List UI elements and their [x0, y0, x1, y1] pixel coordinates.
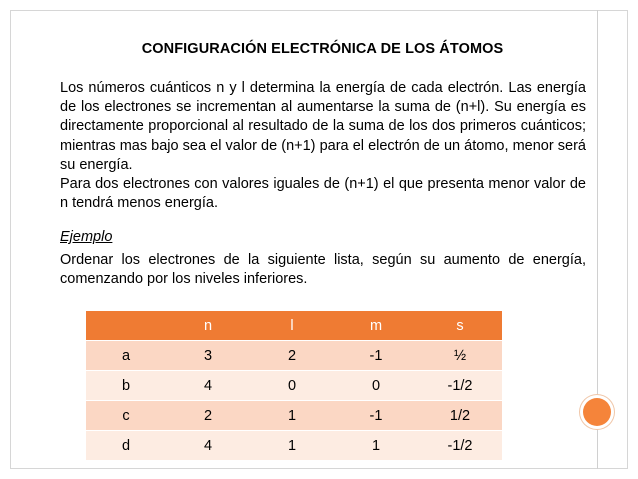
table-row — [86, 371, 502, 401]
table-cell: -1/2 — [418, 431, 502, 461]
table-cell: b — [86, 371, 166, 401]
table-cell: -1/2 — [418, 371, 502, 401]
table-cell: ½ — [418, 341, 502, 371]
table-cell: -1 — [334, 401, 418, 431]
table-cell: 2 — [166, 401, 250, 431]
quantum-numbers-table — [86, 311, 502, 461]
paragraph-line-2: Para dos electrones con valores iguales de (n+1) el que presenta menor valor de n tendrá menos energía. — [60, 176, 586, 212]
paragraph-line-1: Los números cuánticos n y l determina la energía de cada electrón. Las energía de los electrones se incrementan al aumentarse la suma de (n+l). Su energía es directamente proporcional al resultado de la suma de los dos primeros cuánticos; mientras mas bajo sea el valor de (n+1) para el electrón de un átomo, menor será su energía. — [60, 80, 586, 173]
table-cell: 2 — [250, 341, 334, 371]
header-cell — [86, 311, 166, 341]
header-cell: m — [334, 311, 418, 341]
table-cell: 0 — [250, 371, 334, 401]
table-row — [86, 431, 502, 461]
instruction-text: Ordenar los electrones de la siguiente lista, según su aumento de energía, comenzando por los niveles inferiores. — [60, 252, 586, 288]
table-cell: 1 — [250, 401, 334, 431]
body-paragraph — [60, 79, 586, 213]
table-cell: 0 — [334, 371, 418, 401]
slide-title: CONFIGURACIÓN ELECTRÓNICA DE LOS ÁTOMOS — [141, 41, 504, 57]
header-cell: s — [418, 311, 502, 341]
table-cell: a — [86, 341, 166, 371]
header-cell: n — [166, 311, 250, 341]
table-cell: 1 — [334, 431, 418, 461]
header-cell: l — [250, 311, 334, 341]
table-cell: 4 — [166, 431, 250, 461]
table-cell: -1 — [334, 341, 418, 371]
table-cell: d — [86, 431, 166, 461]
example-label: Ejemplo — [60, 229, 113, 245]
table-cell: 1 — [250, 431, 334, 461]
table-cell: 3 — [166, 341, 250, 371]
table-header-row — [86, 311, 502, 341]
table-cell: 4 — [166, 371, 250, 401]
table-row — [86, 341, 502, 371]
table-row — [86, 401, 502, 431]
decorative-circle — [583, 398, 611, 426]
table-cell: 1/2 — [418, 401, 502, 431]
table-cell: c — [86, 401, 166, 431]
